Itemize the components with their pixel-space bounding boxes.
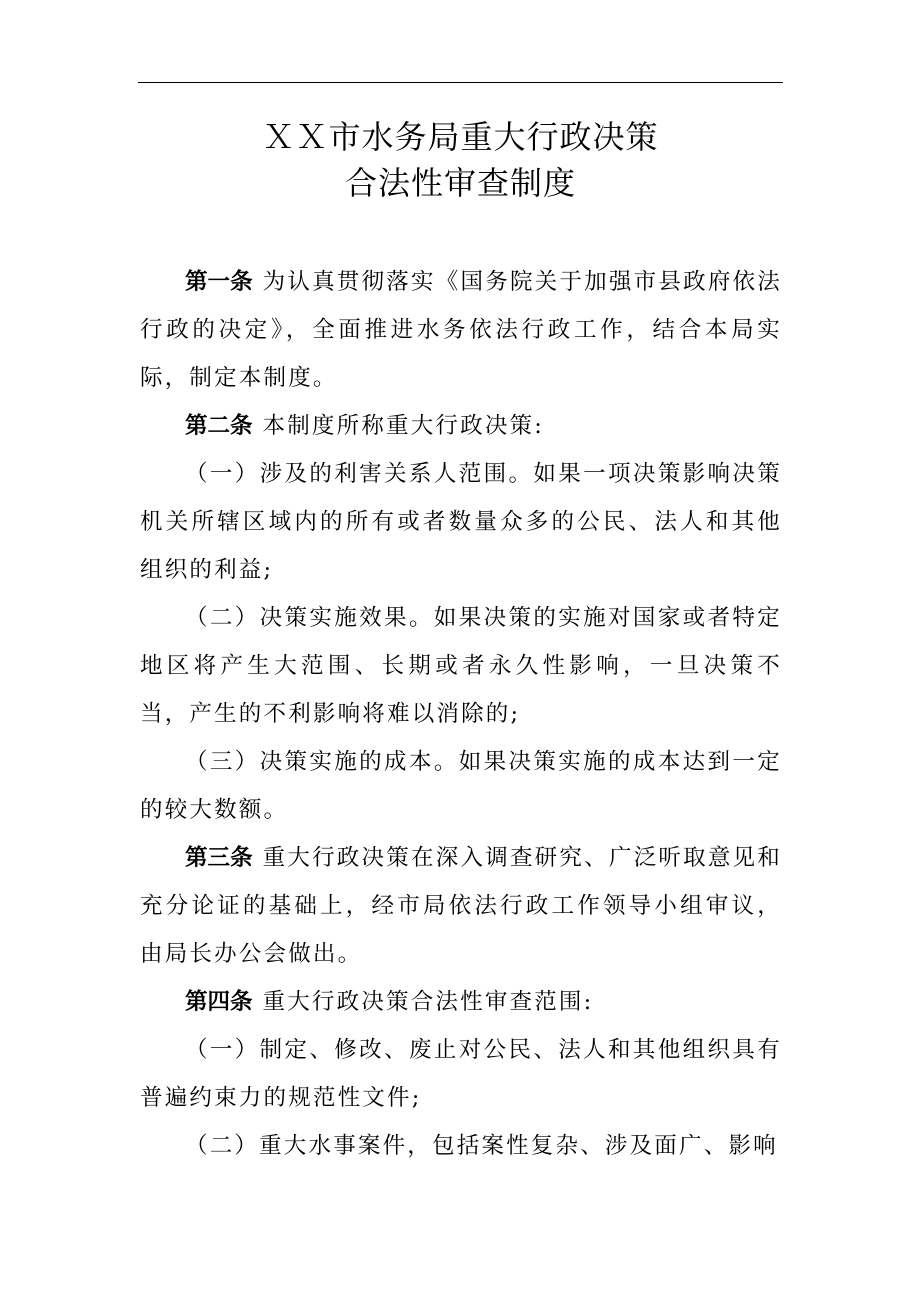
paragraph-text: （一）制定、修改、废止对公民、法人和其他组织具有普遍约束力的规范性文件; [140, 1037, 782, 1111]
header-rule [138, 82, 783, 83]
paragraph-item [140, 594, 782, 738]
article-heading: 第二条 [185, 413, 253, 439]
paragraph-article-2 [140, 402, 782, 450]
paragraph-item [140, 738, 782, 834]
article-heading: 第三条 [185, 845, 253, 871]
paragraph-text: （二）决策实施效果。如果决策的实施对国家或者特定地区将产生大范围、长期或者永久性影响，一旦决策不当，产生的不利影响将难以消除的; [140, 605, 782, 727]
paragraph-item [140, 1122, 782, 1170]
paragraph-article-1 [140, 258, 782, 402]
document-title-line1: ＸＸ市水务局重大行政决策 [262, 118, 659, 156]
paragraph-text: （三）决策实施的成本。如果决策实施的成本达到一定的较大数额。 [140, 749, 782, 823]
paragraph-item [140, 1026, 782, 1122]
paragraph-text: 重大行政决策合法性审查范围: [262, 989, 594, 1015]
paragraph-text: 本制度所称重大行政决策: [262, 413, 544, 439]
paragraph-text: 重大行政决策在深入调查研究、广泛听取意见和充分论证的基础上，经市局依法行政工作领导小组审议，由局长办公会做出。 [140, 845, 782, 967]
paragraph-text: （二）重大水事案件，包括案性复杂、涉及面广、影响 [185, 1133, 778, 1159]
paragraph-text: （一）涉及的利害关系人范围。如果一项决策影响决策机关所辖区域内的所有或者数量众多的公民、法人和其他组织的利益; [140, 461, 782, 583]
paragraph-item [140, 450, 782, 594]
paragraph-article-4 [140, 978, 782, 1026]
article-heading: 第四条 [185, 989, 253, 1015]
article-heading: 第一条 [185, 269, 253, 295]
document-title-line2: 合法性审查制度 [344, 164, 576, 202]
document-body [140, 258, 782, 1170]
paragraph-text: 为认真贯彻落实《国务院关于加强市县政府依法行政的决定》，全面推进水务依法行政工作，结合本局实际，制定本制度。 [140, 269, 782, 391]
paragraph-article-3 [140, 834, 782, 978]
